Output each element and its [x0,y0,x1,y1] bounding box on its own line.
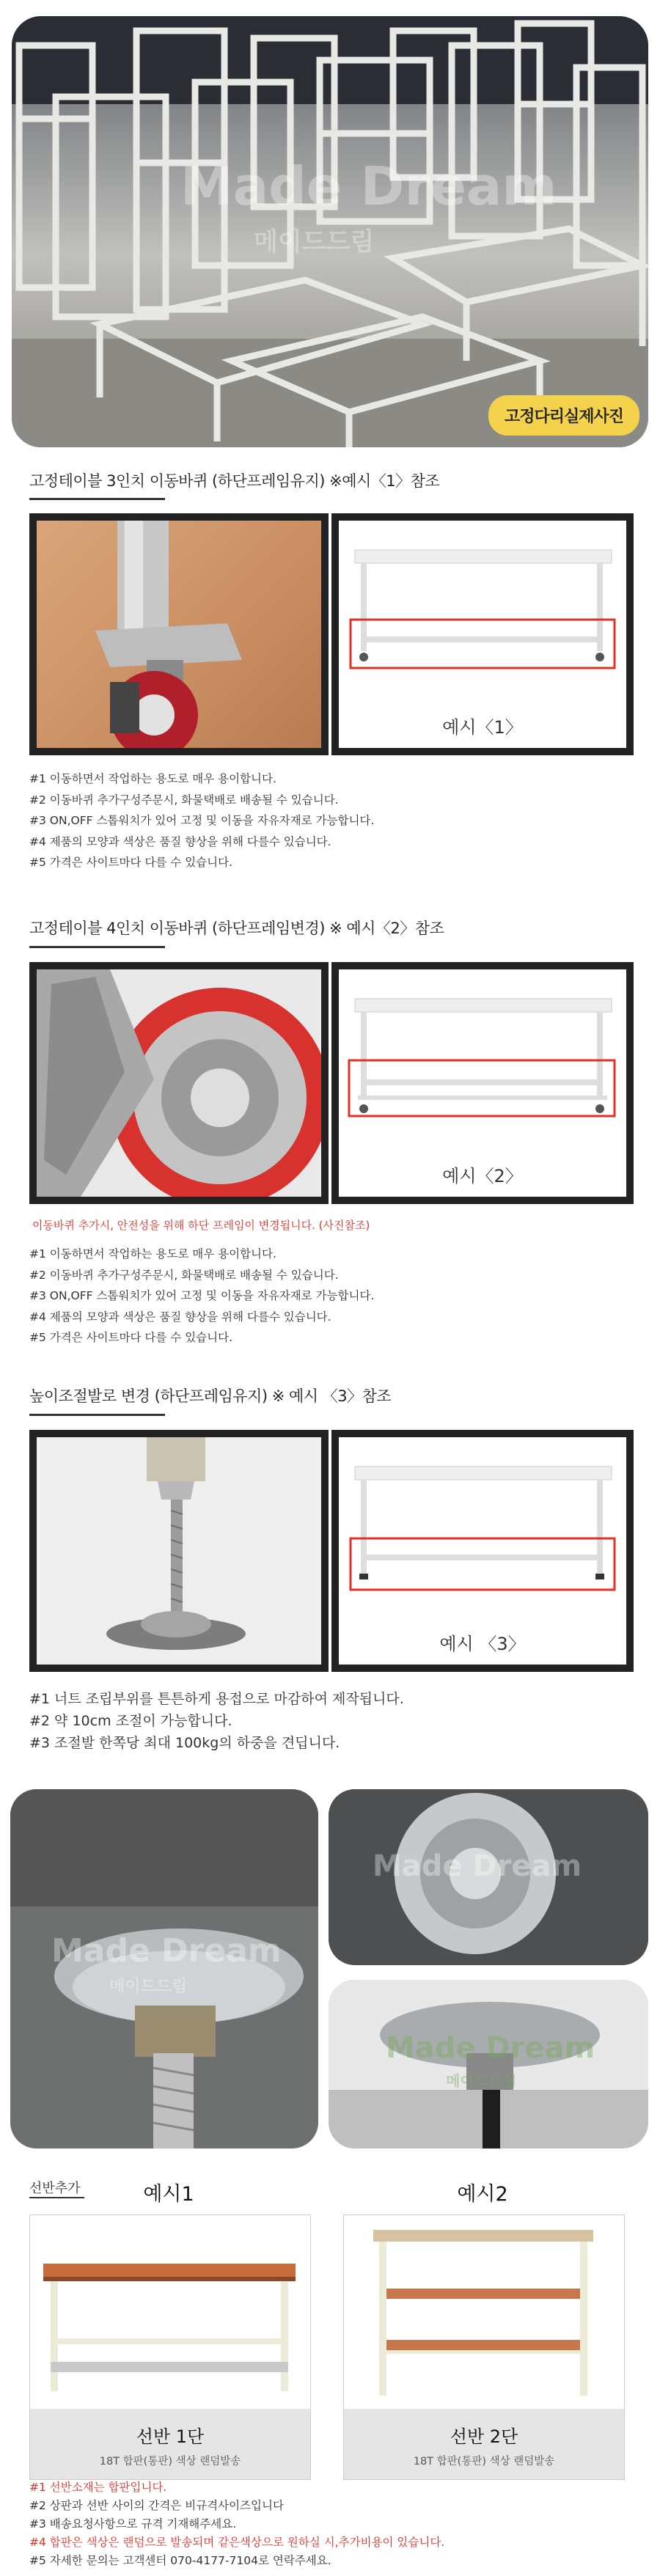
section2-notes [29,1244,374,1348]
shelf-example1-heading: 예시1 [143,2183,194,2206]
example3-frame [331,1430,634,1672]
caster-3inch-illustration [37,521,321,748]
foot-pad-side-photo [329,1980,648,2148]
shelf-example2-label: 선반 2단 [450,2426,518,2447]
example2-label: 예시〈2〉 [442,1166,523,1186]
shelf-example2-card [343,2214,625,2480]
section3-notes [29,1688,404,1754]
section1-note: #1 이동하면서 작업하는 용도로 매우 용이합니다. [29,772,276,785]
example1-label: 예시〈1〉 [442,717,523,738]
section1-notes [29,768,374,873]
shelf-notes [29,2478,444,2570]
example1-frame [331,513,634,755]
shelf-2tier-illustration [344,2215,623,2406]
shelf-1tier-illustration [30,2215,309,2406]
section2-red-note: 이동바퀴 추가시, 안전성을 위해 하단 프레임이 변경됩니다. (사진참조) [32,1219,370,1232]
example3-label: 예시 〈3〉 [439,1634,526,1654]
example1-table-illustration [339,521,626,697]
leveling-foot-photo [29,1430,329,1672]
section3-note: #2 약 10cm 조절이 가능합니다. [29,1713,232,1729]
caster-4inch-photo [29,962,329,1204]
leveling-foot-closeup-photo [10,1789,318,2148]
shelf-example2-sub: 18T 합판(통판) 색상 랜덤발송 [413,2456,555,2467]
shelf-note: #1 선반소재는 합판입니다. [29,2481,167,2494]
hero-watermark-sub: 메이드드림 [254,227,375,257]
section3-note: #3 조절발 한쪽당 최대 100kg의 하중을 견딥니다. [29,1735,340,1751]
section2-note: #1 이동하면서 작업하는 용도로 매우 용이합니다. [29,1247,276,1261]
caster-4inch-illustration [37,969,321,1197]
photo-watermark: Made Dream [373,1849,582,1883]
photo-watermark: Made Dream [51,1932,282,1970]
photo-watermark-sub: 메이드드림 [446,2072,517,2090]
shelf-example1-card [29,2214,311,2480]
section1-note: #3 ON,OFF 스톱워치가 있어 고정 및 이동을 자유자재로 가능합니다. [29,814,375,827]
section3-title: 높이조절발로 변경 (하단프레임유지) ※ 예시 〈3〉참조 [29,1387,392,1405]
shelf-title: 선반추가 [29,2181,81,2196]
section3-note: #1 너트 조립부위를 튼튼하게 용접으로 마감하여 제작됩니다. [29,1691,404,1707]
section2-note: #5 가격은 사이트마다 다를 수 있습니다. [29,1331,233,1344]
section2-note: #3 ON,OFF 스톱워치가 있어 고정 및 이동을 자유자재로 가능합니다. [29,1289,375,1302]
shelf-example1-caption [30,2409,310,2479]
section2-note: #2 이동바퀴 추가구성주문시, 화물택배로 배송될 수 있습니다. [29,1268,339,1282]
shelf-example2-caption [344,2409,624,2479]
foot-pad-top-photo [329,1789,648,1965]
hero-watermark: Made Dream [180,155,557,217]
shelf-note: #3 배송요청사항으로 규격 기재해주세요. [29,2517,237,2531]
caster-3inch-photo [29,513,329,755]
shelf-example2-heading: 예시2 [457,2183,508,2206]
example3-table-illustration [339,1437,626,1613]
section2-note: #4 제품의 모양과 색상은 품질 향상을 위해 다를수 있습니다. [29,1310,331,1324]
example2-table-illustration [339,969,626,1145]
shelf-note: #2 상판과 선반 사이의 간격은 비규격사이즈입니다 [29,2499,284,2512]
section3-title-rule [29,1414,165,1416]
section1-title-rule [29,498,165,500]
example2-frame [331,962,634,1204]
shelf-note: #5 자세한 문의는 고객센터 070-4177-7104로 연락주세요. [29,2554,331,2567]
section1-note: #2 이동바퀴 추가구성주문시, 화물택배로 배송될 수 있습니다. [29,793,339,807]
section1-title: 고정테이블 3인치 이동바퀴 (하단프레임유지) ※예시〈1〉참조 [29,472,440,490]
section2-title-rule [29,946,165,948]
photo-watermark: Made Dream [386,2031,595,2065]
leveling-foot-illustration [37,1437,321,1665]
section1-note: #4 제품의 모양과 색상은 품질 향상을 위해 다를수 있습니다. [29,834,331,848]
section1-note: #5 가격은 사이트마다 다를 수 있습니다. [29,856,233,869]
hero-badge: 고정다리실제사진 [488,395,639,436]
photo-watermark-sub: 메이드드림 [109,1978,188,1996]
shelf-note: #4 합판은 색상은 랜덤으로 발송되며 같은색상으로 원하실 시,추가비용이 있습니다. [29,2536,445,2549]
hero-photo [12,16,648,447]
shelf-example1-label: 선반 1단 [136,2426,205,2447]
shelf-example1-sub: 18T 합판(통판) 색상 랜덤발송 [99,2456,241,2467]
section2-title: 고정테이블 4인치 이동바퀴 (하단프레임변경) ※ 예시〈2〉참조 [29,920,444,937]
